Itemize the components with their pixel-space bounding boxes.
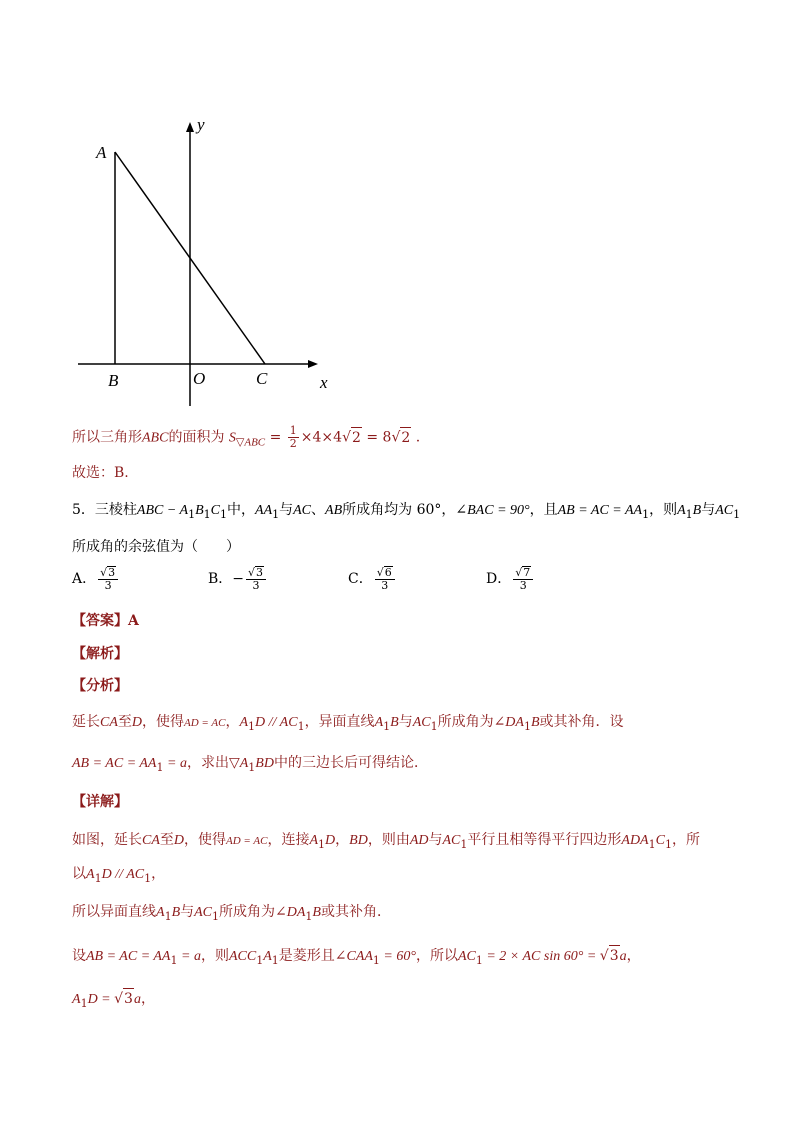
area-s: S (228, 430, 236, 446)
area-eq2: = 8 (361, 429, 392, 446)
area-sqrt1: 2 (351, 427, 362, 448)
q5-line2: 所成角的余弦值为（ ） (72, 539, 240, 555)
option-c[interactable]: C． $\frac{√6}{3}$ (348, 566, 397, 592)
area-mul: ×4×4 (300, 429, 343, 446)
area-line: 所以三角形ABC的面积为 $S_{▽ABC}$ = $\frac{1}{2}$ ×4×4√2 = 8√2 . (72, 424, 421, 450)
option-a[interactable]: A． $\frac{√3}{3}$ (72, 566, 120, 592)
option-d[interactable]: D． $\frac{√7}{3}$ (486, 566, 535, 592)
q5-line1: 5．三棱柱ABC − $A_1B_1C_1$中，$AA_1$与AC、AB所成角均为 60°，∠BAC = 90°，且AB = AC = $AA_1$，则$A_1B$与$AC_1$ (72, 502, 741, 521)
area-half: $\frac{1}{2}$ (289, 424, 297, 450)
area-eq: = (265, 429, 286, 446)
area-triangle: ABC (142, 430, 169, 446)
label-b: B (108, 371, 119, 390)
analysis-heading: 【解析】 (72, 646, 128, 662)
area-prefix: 所以三角形 (72, 429, 142, 446)
detail-heading: 【详解】 (72, 794, 128, 810)
detail-line3: 所以异面直线$A_1B$与$AC_1$所成角为$\angle DA_1B$或其补角． (72, 904, 391, 923)
choice-line: 故选：B. (72, 465, 129, 481)
label-o: O (193, 369, 206, 388)
area-sqrt2: 2 (400, 427, 411, 448)
area-sub: ▽ABC (235, 436, 266, 449)
label-c: C (256, 369, 268, 388)
label-x: x (320, 373, 328, 392)
fenxi-line2: AB = AC = $AA_1 = a$，求出$▽A_1BD$中的三边长后可得结论． (72, 755, 428, 774)
x-axis-arrow (308, 360, 318, 368)
detail-line2: 以$A_1D // AC_1$， (72, 866, 166, 885)
label-y: y (197, 115, 205, 134)
coordinate-figure (70, 110, 340, 410)
area-end: . (411, 429, 421, 446)
fenxi-line1: 延长CA至D，使得AD = AC，$A_1D // AC_1$，异面直线$A_1B$与$AC_1$所成角为$\angle DA_1B$或其补角．设 (72, 714, 624, 733)
option-b[interactable]: B．− $\frac{√3}{3}$ (208, 566, 268, 592)
detail-line5: $A_1D = √3a$， (72, 988, 155, 1014)
answer-line: 【答案】A (72, 613, 139, 629)
detail-line4: 设AB = AC = $AA_1 = a$，则$ACC_1A_1$是菱形且$\angle CAA_1 = 60^\circ$，所以$AC_1 = 2$ × AC sin 60° = √3a， (72, 945, 641, 971)
y-axis-arrow (186, 122, 194, 132)
area-mid: 的面积为 (168, 429, 225, 446)
fenxi-heading: 【分析】 (72, 678, 128, 694)
label-a: A (96, 143, 107, 162)
detail-line1: 如图，延长CA至D，使得AD = AC，连接$A_1D$，BD，则由AD与$AC_1$平行且相等得平行四边形$ADA_1C_1$，所 (72, 832, 700, 851)
